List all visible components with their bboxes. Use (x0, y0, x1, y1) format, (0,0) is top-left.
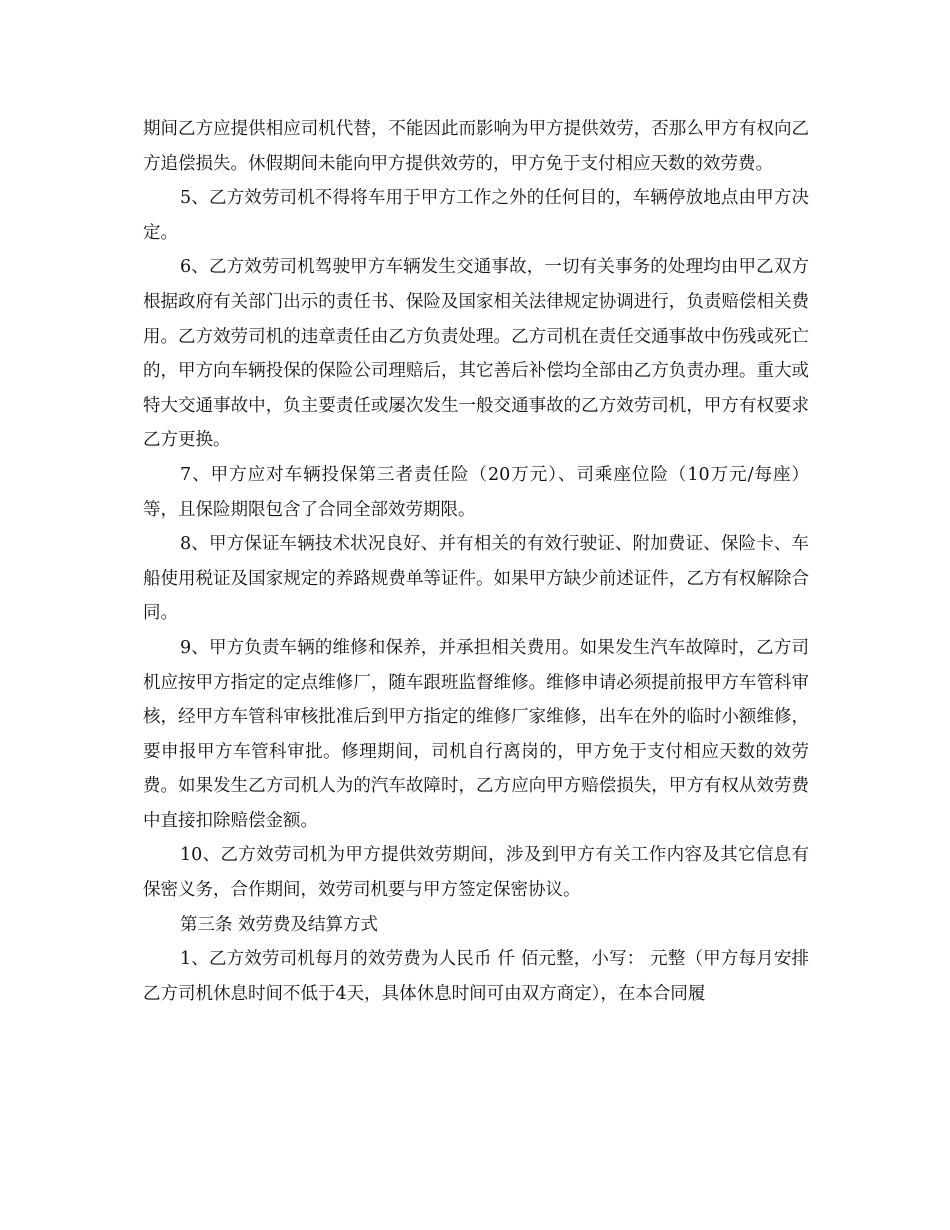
clause-10: 10、乙方效劳司机为甲方提供效劳期间，涉及到甲方有关工作内容及其它信息有保密义务，合作期间，效劳司机要与甲方签定保密协议。 (143, 845, 809, 901)
document-body (143, 112, 809, 1011)
clause-8: 8、甲方保证车辆技术状况良好、并有相关的有效行驶证、附加费证、保险卡、车船使用税证及国家规定的养路规费单等证件。如果甲方缺少前述证件，乙方有权解除合同。 (143, 534, 809, 624)
article-3-clause-1: 1、乙方效劳司机每月的效劳费为人民币 仟 佰元整，小写： 元整（甲方每月安排乙方司机休息时间不低于4天，具体休息时间可由双方商定），在本合同履 (143, 949, 809, 1004)
clause-7: 7、甲方应对车辆投保第三者责任险（20万元）、司乘座位险（10万元/每座）等，且保险期限包含了合同全部效劳期限。 (143, 464, 809, 520)
clause-5: 5、乙方效劳司机不得将车用于甲方工作之外的任何目的，车辆停放地点由甲方决定。 (143, 188, 809, 243)
clause-9: 9、甲方负责车辆的维修和保养，并承担相关费用。如果发生汽车故障时，乙方司机应按甲方指定的定点维修厂，随车跟班监督维修。维修申请必须提前报甲方车管科审核，经甲方车管科审核批准后到甲方指定的维修厂家维修，出车在外的临时小额维修，要申报甲方车管科审批。修理期间，司机自行离岗的，甲方免于支付相应天数的效劳费。如果发生乙方司机人为的汽车故障时，乙方应向甲方赔偿损失，甲方有权从效劳费中直接扣除赔偿金额。 (143, 637, 809, 831)
section-heading-article-3: 第三条 效劳费及结算方式 (180, 914, 379, 935)
paragraph-continuation: 期间乙方应提供相应司机代替，不能因此而影响为甲方提供效劳，否那么甲方有权向乙方追偿损失。休假期间未能向甲方提供效劳的，甲方免于支付相应天数的效劳费。 (143, 119, 809, 174)
clause-6: 6、乙方效劳司机驾驶甲方车辆发生交通事故，一切有关事务的处理均由甲乙双方根据政府有关部门出示的责任书、保险及国家相关法律规定协调进行，负责赔偿相关费用。乙方效劳司机的违章责任由乙方负责处理。乙方司机在责任交通事故中伤残或死亡的，甲方向车辆投保的保险公司理赔后，其它善后补偿均全部由乙方负责办理。重大或特大交通事故中，负主要责任或屡次发生一般交通事故的乙方效劳司机，甲方有权要求乙方更换。 (143, 257, 809, 451)
